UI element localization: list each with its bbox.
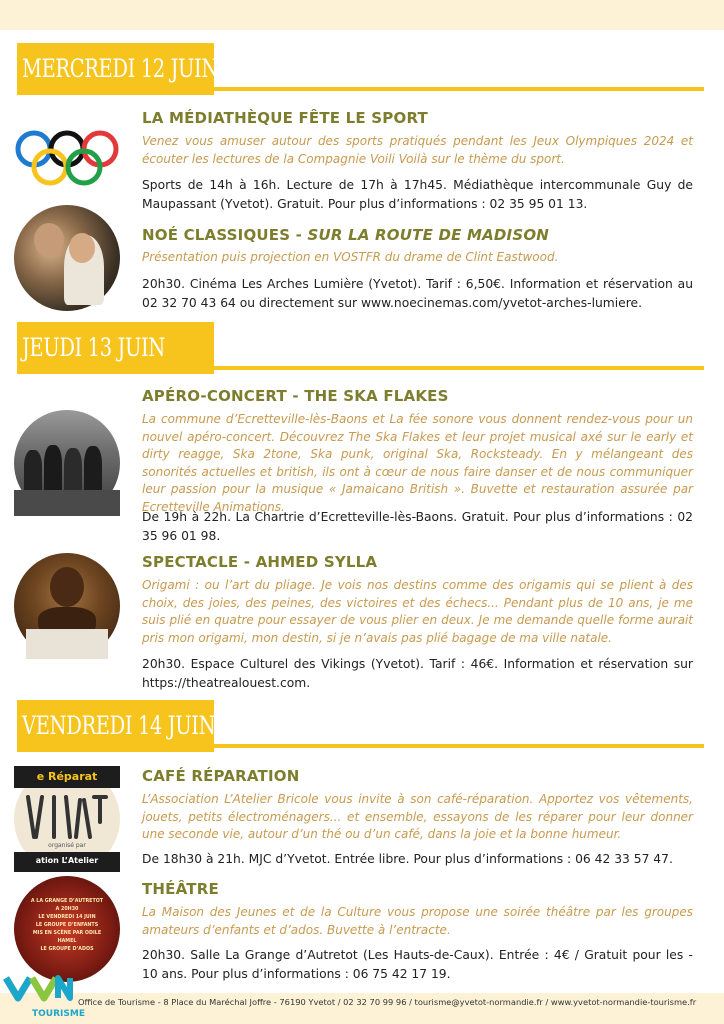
footer-contact: Office de Tourisme - 8 Place du Maréchal Joffre - 76190 Yvetot / 02 32 70 99 96 / tourisme@yvetot-normandie.fr / www.yvetot-normandie-tourisme.fr [78,997,697,1007]
event-info: Sports de 14h à 16h. Lecture de 17h à 17h45. Médiathèque intercommunale Guy de Maupassant (Yvetot). Gratuit. Pour plus d’informations : 02 35 95 01 13. [142,178,693,211]
event-title: THÉÂTRE [142,880,219,898]
event-info: De 19h à 22h. La Chartrie d’Ecretteville-lès-Baons. Gratuit. Pour plus d’informations : 02 35 96 01 98. [142,510,693,543]
event-info: 20h30. Cinéma Les Arches Lumière (Yvetot). Tarif : 6,50€. Information et réservation au 02 32 70 43 64 ou directement sur www.noecinemas.com/yvetot-arches-lumiere. [142,277,693,310]
theatre-poster [14,876,120,982]
event-description: La commune d’Ecretteville-lès-Baons et La fée sonore vous donnent rendez-vous pour un nouvel apéro-concert. Découvrez The Ska Flakes et leur projet musical axé sur le early et dirty reagge, Ska 2tone, Ska punk, original Ska, Rocksteady. En y mélangeant des sonorités actuelles et british, ils ont à cœur de nous faire danser et de nous communiquer leur passion pour la musique « Jamaicano British ». Buvette et restauration assurée par Ecretteville Animations. [142,412,693,514]
event-title: NOÉ CLASSIQUES - SUR LA ROUTE DE MADISON [142,226,550,244]
band-photo [14,410,120,516]
day-header-friday [17,700,717,752]
artist-photo [14,553,120,659]
tourisme-logo [2,972,85,1024]
event-title: APÉRO-CONCERT - THE SKA FLAKES [142,387,449,405]
poster-line: A 20H30 [55,907,79,912]
event-title: CAFÉ RÉPARATION [142,767,300,785]
poster-line: LE VENDREDI 14 JUIN [38,915,96,920]
event-info: De 18h30 à 21h. MJC d’Yvetot. Entrée libre. Pour plus d’informations : 06 42 33 57 47. [142,852,673,866]
event-description: L’Association L’Atelier Bricole vous invite à son café-réparation. Apportez vos vêtements, jouets, petits électroménagers... et ensemble, essayons de les réparer pour leur donner une seconde vie, autour d’un thé ou d’un café, dans la joie et la bonne humeur. [142,792,693,841]
cafe-reparation-poster: e Réparat organisé par ation L’Atelier [14,766,120,872]
event-info: 20h30. Espace Culturel des Vikings (Yvetot). Tarif : 46€. Information et réservation sur https://theatrealouest.com. [142,657,693,690]
olympic-rings-image [14,108,120,214]
poster-line: A LA GRANGE D’AUTRETOT [30,899,104,904]
movie-photo [14,205,120,311]
event-description: La Maison des Jeunes et de la Culture vous propose une soirée théâtre par les groupes amateurs d’enfants et d’ados. Buvette à l’entracte. [142,905,693,937]
event-description: Venez vous amuser autour des sports pratiqués pendant les Jeux Olympiques 2024 et écouter les lectures de la Compagnie Voili Voilà sur le thème du sport. [142,134,693,166]
day-title: VENDREDI 14 JUIN [22,711,216,740]
day-header-wednesday [17,43,717,95]
poster-line: MIS EN SCÈNE PAR ODILE HAMEL [32,931,102,944]
event-description: Origami : ou l’art du pliage. Je vois nos destins comme des origamis qui se plient à des choix, des joies, des peines, des victoires et des échecs... Pendant plus de 10 ans, je me suis plié en quatre pour essayer de vous plier en deux. Je me demande quelle forme aurait pris mon origami, mon destin, si je n’avais pas plié bagage de ma ville natale. [142,578,693,645]
event-info: 20h30. Salle La Grange d’Autretot (Les Hauts-de-Caux). Entrée : 4€ / Gratuit pour les - 10 ans. Pour plus d’informations : 06 75 42 17 19. [142,948,693,981]
poster-line: LE GROUPE D’ADOS [40,947,94,952]
event-description: Présentation puis projection en VOSTFR du drame de Clint Eastwood. [142,250,559,264]
day-title: JEUDI 13 JUIN [22,333,165,362]
poster-line: LE GROUPE D’ENFANTS [35,923,99,928]
event-title: SPECTACLE - AHMED SYLLA [142,553,378,571]
top-band [0,0,724,30]
day-header-thursday [17,322,717,374]
day-title: MERCREDI 12 JUIN [22,54,219,83]
svg-text:TOURISME: TOURISME [32,1009,85,1019]
event-title: LA MÉDIATHÈQUE FÊTE LE SPORT [142,109,428,127]
